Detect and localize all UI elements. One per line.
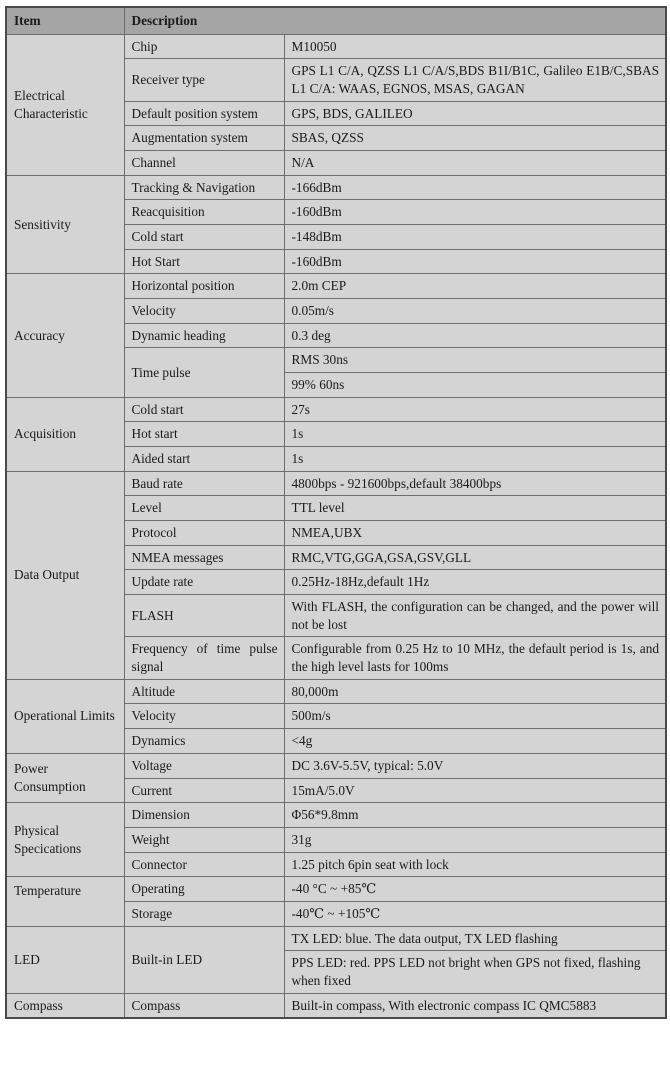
parameter-value-cell: 27s xyxy=(284,397,666,422)
parameter-name-cell: Baud rate xyxy=(124,471,284,496)
parameter-value-cell: -40℃ ~ +105℃ xyxy=(284,901,666,926)
parameter-value-cell: SBAS, QZSS xyxy=(284,126,666,151)
column-header-item: Item xyxy=(6,7,124,34)
parameter-name-cell: Cold start xyxy=(124,225,284,250)
parameter-value-cell: 80,000m xyxy=(284,679,666,704)
table-row xyxy=(6,753,666,778)
parameter-name-cell: Hot Start xyxy=(124,249,284,274)
parameter-value-cell: 0.25Hz-18Hz,default 1Hz xyxy=(284,570,666,595)
parameter-value-cell: Φ56*9.8mm xyxy=(284,803,666,828)
parameter-name-cell: Horizontal position xyxy=(124,274,284,299)
parameter-value-cell: GPS L1 C/A, QZSS L1 C/A/S,BDS B1I/B1C, Galileo E1B/C,SBAS L1 C/A: WAAS, EGNOS, MSAS, GAGAN xyxy=(284,59,666,101)
parameter-value-cell: With FLASH, the configuration can be changed, and the power will not be lost xyxy=(284,595,666,637)
parameter-value-cell: 1s xyxy=(284,447,666,472)
parameter-value-cell: N/A xyxy=(284,151,666,176)
parameter-value-cell: TTL level xyxy=(284,496,666,521)
parameter-value-cell: 500m/s xyxy=(284,704,666,729)
parameter-name-cell: Reacquisition xyxy=(124,200,284,225)
parameter-name-cell: Cold start xyxy=(124,397,284,422)
table-row xyxy=(6,877,666,902)
table-row xyxy=(6,34,666,59)
parameter-value-cell: GPS, BDS, GALILEO xyxy=(284,101,666,126)
parameter-name-cell: Operating xyxy=(124,877,284,902)
parameter-name-cell: Protocol xyxy=(124,521,284,546)
table-row xyxy=(6,397,666,422)
parameter-name-cell: Hot start xyxy=(124,422,284,447)
table-row xyxy=(6,803,666,828)
item-category-cell: Operational Limits xyxy=(6,679,124,753)
specification-table xyxy=(5,6,667,1019)
item-category-cell: Sensitivity xyxy=(6,175,124,274)
parameter-name-cell: Velocity xyxy=(124,704,284,729)
parameter-name-cell: Aided start xyxy=(124,447,284,472)
parameter-value-cell: DC 3.6V-5.5V, typical: 5.0V xyxy=(284,753,666,778)
parameter-value-cell: -160dBm xyxy=(284,200,666,225)
table-row xyxy=(6,926,666,951)
table-row xyxy=(6,471,666,496)
parameter-name-cell: Augmentation system xyxy=(124,126,284,151)
parameter-name-cell: Connector xyxy=(124,852,284,877)
item-category-cell: Physical Specications xyxy=(6,803,124,877)
parameter-value-cell: 99% 60ns xyxy=(284,373,666,398)
parameter-value-cell: <4g xyxy=(284,729,666,754)
table-row xyxy=(6,679,666,704)
parameter-value-cell: -166dBm xyxy=(284,175,666,200)
item-category-cell: Acquisition xyxy=(6,397,124,471)
parameter-name-cell: Time pulse xyxy=(124,348,284,397)
parameter-name-cell: Current xyxy=(124,778,284,803)
item-category-cell: LED xyxy=(6,926,124,993)
parameter-value-cell: 15mA/5.0V xyxy=(284,778,666,803)
parameter-name-cell: Channel xyxy=(124,151,284,176)
parameter-name-cell: Tracking & Navigation xyxy=(124,175,284,200)
parameter-value-cell: 1.25 pitch 6pin seat with lock xyxy=(284,852,666,877)
parameter-value-cell: TX LED: blue. The data output, TX LED flashing xyxy=(284,926,666,951)
parameter-name-cell: Storage xyxy=(124,901,284,926)
parameter-name-cell: Update rate xyxy=(124,570,284,595)
parameter-value-cell: Configurable from 0.25 Hz to 10 MHz, the default period is 1s, and the high level lasts for 100ms xyxy=(284,637,666,679)
parameter-name-cell: Dynamic heading xyxy=(124,323,284,348)
parameter-value-cell: -160dBm xyxy=(284,249,666,274)
parameter-value-cell: 2.0m CEP xyxy=(284,274,666,299)
parameter-name-cell: Compass xyxy=(124,993,284,1018)
item-category-cell: Compass xyxy=(6,993,124,1018)
parameter-value-cell: Built-in compass, With electronic compass IC QMC5883 xyxy=(284,993,666,1018)
table-row xyxy=(6,274,666,299)
parameter-name-cell: Dynamics xyxy=(124,729,284,754)
parameter-value-cell: NMEA,UBX xyxy=(284,521,666,546)
table-body xyxy=(6,34,666,1018)
item-category-cell: Electrical Characteristic xyxy=(6,34,124,175)
parameter-name-cell: Voltage xyxy=(124,753,284,778)
parameter-name-cell: Level xyxy=(124,496,284,521)
table-header xyxy=(6,7,666,34)
table-header-row xyxy=(6,7,666,34)
parameter-name-cell: Receiver type xyxy=(124,59,284,101)
parameter-value-cell: 31g xyxy=(284,827,666,852)
item-category-cell: Power Consumption xyxy=(6,753,124,802)
parameter-name-cell: NMEA messages xyxy=(124,545,284,570)
parameter-name-cell: Default position system xyxy=(124,101,284,126)
parameter-value-cell: 0.05m/s xyxy=(284,299,666,324)
parameter-value-cell: M10050 xyxy=(284,34,666,59)
parameter-value-cell: 0.3 deg xyxy=(284,323,666,348)
table-row xyxy=(6,993,666,1018)
parameter-name-cell: Weight xyxy=(124,827,284,852)
parameter-name-cell: Built-in LED xyxy=(124,926,284,993)
parameter-name-cell: FLASH xyxy=(124,595,284,637)
parameter-name-cell: Frequency of time pulse signal xyxy=(124,637,284,679)
parameter-value-cell: RMC,VTG,GGA,GSA,GSV,GLL xyxy=(284,545,666,570)
parameter-value-cell: RMS 30ns xyxy=(284,348,666,373)
item-category-cell: Data Output xyxy=(6,471,124,679)
parameter-value-cell: -148dBm xyxy=(284,225,666,250)
parameter-value-cell: -40 °C ~ +85℃ xyxy=(284,877,666,902)
column-header-description: Description xyxy=(124,7,666,34)
parameter-name-cell: Dimension xyxy=(124,803,284,828)
parameter-value-cell: 1s xyxy=(284,422,666,447)
parameter-name-cell: Velocity xyxy=(124,299,284,324)
parameter-name-cell: Chip xyxy=(124,34,284,59)
table-row xyxy=(6,175,666,200)
item-category-cell: Accuracy xyxy=(6,274,124,397)
parameter-name-cell: Altitude xyxy=(124,679,284,704)
parameter-value-cell: 4800bps - 921600bps,default 38400bps xyxy=(284,471,666,496)
parameter-value-cell: PPS LED: red. PPS LED not bright when GPS not fixed, flashing when fixed xyxy=(284,951,666,993)
item-category-cell: Temperature xyxy=(6,877,124,926)
